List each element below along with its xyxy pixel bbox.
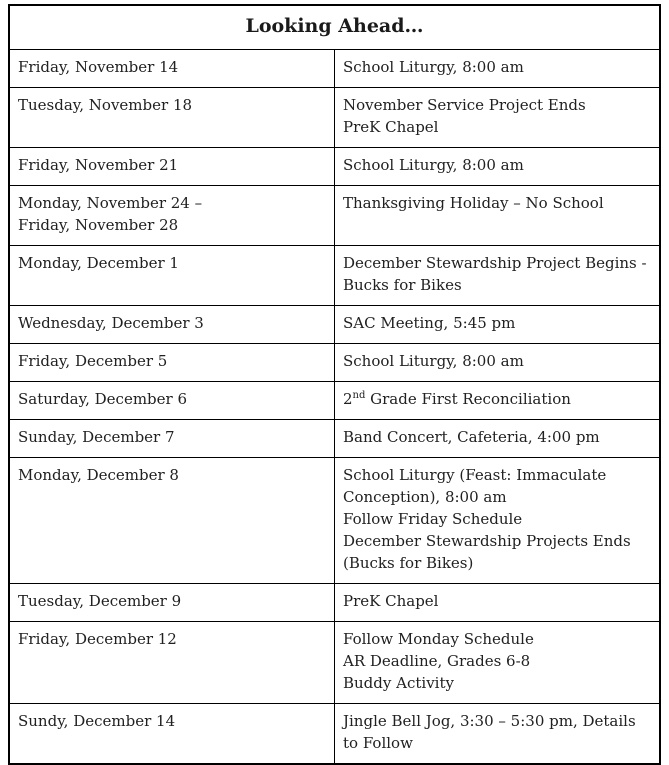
events-cell	[335, 622, 661, 704]
date-cell: Friday, November 21	[9, 148, 335, 186]
table-row	[9, 306, 660, 344]
date-cell: Wednesday, December 3	[9, 306, 335, 344]
table-row	[9, 420, 660, 458]
event-line: December Stewardship Project Begins - Bucks for Bikes	[343, 254, 657, 294]
event-line	[343, 388, 651, 410]
event-text: 2	[343, 390, 353, 408]
date-cell: Tuesday, November 18	[9, 88, 335, 148]
event-line: Jingle Bell Jog, 3:30 – 5:30 pm, Details to Follow	[343, 712, 641, 752]
table-row	[9, 622, 660, 704]
event-line: Follow Friday Schedule	[343, 510, 523, 528]
table-row	[9, 584, 660, 622]
date-cell: Monday, December 8	[9, 458, 335, 584]
looking-ahead-table	[8, 4, 661, 765]
event-line: School Liturgy, 8:00 am	[343, 58, 524, 76]
event-line: Band Concert, Cafeteria, 4:00 pm	[343, 428, 600, 446]
date-cell: Friday, December 5	[9, 344, 335, 382]
date-cell: Sundy, December 14	[9, 704, 335, 765]
event-line: Thanksgiving Holiday – No School	[343, 194, 604, 212]
event-line: PreK Chapel	[343, 118, 439, 136]
date-cell: Saturday, December 6	[9, 382, 335, 420]
event-line: School Liturgy, 8:00 am	[343, 352, 524, 370]
date-cell: Tuesday, December 9	[9, 584, 335, 622]
table-row	[9, 382, 660, 420]
events-cell	[335, 704, 661, 765]
table-row	[9, 88, 660, 148]
schedule-body	[9, 5, 660, 764]
table-row	[9, 458, 660, 584]
events-cell	[335, 246, 661, 306]
date-cell: Friday, December 12	[9, 622, 335, 704]
event-line: Follow Monday Schedule	[343, 630, 534, 648]
events-cell	[335, 458, 661, 584]
events-cell	[335, 50, 661, 88]
event-line: AR Deadline, Grades 6-8	[343, 652, 531, 670]
table-row	[9, 148, 660, 186]
events-cell	[335, 148, 661, 186]
event-line: December Stewardship Projects Ends (Bucks for Bikes)	[343, 532, 636, 572]
event-line: School Liturgy, 8:00 am	[343, 156, 524, 174]
ordinal-suffix: nd	[352, 390, 366, 401]
events-cell	[335, 186, 661, 246]
events-cell	[335, 382, 661, 420]
events-cell	[335, 584, 661, 622]
event-line: PreK Chapel	[343, 592, 439, 610]
table-row	[9, 50, 660, 88]
events-cell	[335, 420, 661, 458]
event-line: Buddy Activity	[343, 674, 454, 692]
date-cell: Friday, November 14	[9, 50, 335, 88]
event-line: School Liturgy (Feast: Immaculate Conception), 8:00 am	[343, 466, 612, 506]
date-cell: Sunday, December 7	[9, 420, 335, 458]
page-title: Looking Ahead…	[9, 5, 660, 50]
event-line: SAC Meeting, 5:45 pm	[343, 314, 516, 332]
event-text: Grade First Reconciliation	[365, 390, 571, 408]
events-cell	[335, 88, 661, 148]
events-cell	[335, 344, 661, 382]
events-cell	[335, 306, 661, 344]
table-row	[9, 246, 660, 306]
event-line: November Service Project Ends	[343, 96, 586, 114]
date-cell: Monday, November 24 – Friday, November 28	[9, 186, 335, 246]
table-row	[9, 704, 660, 765]
table-row	[9, 186, 660, 246]
date-cell: Monday, December 1	[9, 246, 335, 306]
title-row	[9, 5, 660, 50]
table-row	[9, 344, 660, 382]
